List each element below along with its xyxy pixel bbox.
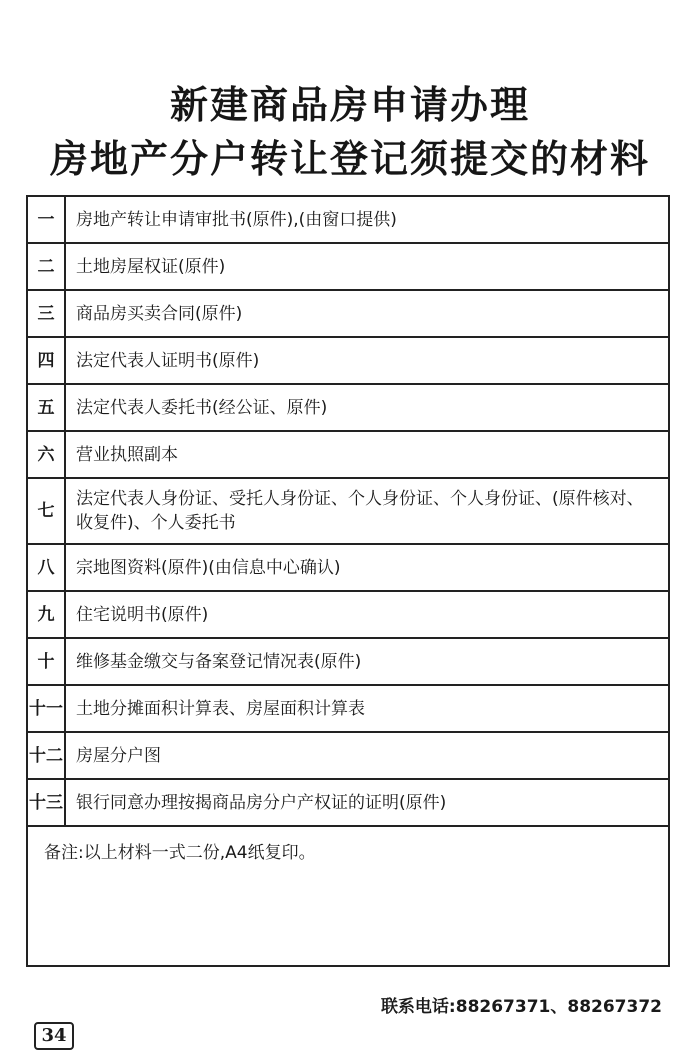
- item-text: 法定代表人身份证、受托人身份证、个人身份证、个人身份证、(原件核对、收复件)、个人委托书: [65, 478, 669, 544]
- page-number: 34: [34, 1022, 74, 1050]
- item-number: 四: [27, 337, 65, 384]
- item-text: 银行同意办理按揭商品房分户产权证的证明(原件): [65, 779, 669, 826]
- item-number: 十: [27, 638, 65, 685]
- item-text: 房屋分户图: [65, 732, 669, 779]
- table-row: [27, 685, 669, 732]
- table-row: [27, 337, 669, 384]
- materials-table: [26, 195, 670, 967]
- page-title-line-2: 房地产分户转让登记须提交的材料: [49, 137, 650, 181]
- item-text: 法定代表人证明书(原件): [65, 337, 669, 384]
- table-row: [27, 384, 669, 431]
- table-row: [27, 591, 669, 638]
- table-row: [27, 243, 669, 290]
- item-number: 十一: [27, 685, 65, 732]
- table-row: [27, 638, 669, 685]
- item-text: 房地产转让申请审批书(原件),(由窗口提供): [65, 196, 669, 243]
- item-number: 二: [27, 243, 65, 290]
- item-number: 八: [27, 544, 65, 591]
- note-row: [27, 826, 669, 966]
- table-row: [27, 290, 669, 337]
- item-number: 三: [27, 290, 65, 337]
- item-number: 十三: [27, 779, 65, 826]
- item-text: 宗地图资料(原件)(由信息中心确认): [65, 544, 669, 591]
- item-text: 维修基金缴交与备案登记情况表(原件): [65, 638, 669, 685]
- item-number: 六: [27, 431, 65, 478]
- item-text: 法定代表人委托书(经公证、原件): [65, 384, 669, 431]
- item-text: 商品房买卖合同(原件): [65, 290, 669, 337]
- item-number: 十二: [27, 732, 65, 779]
- table-row: [27, 732, 669, 779]
- note-text: 备注:以上材料一式二份,A4纸复印。: [27, 826, 669, 966]
- item-number: 一: [27, 196, 65, 243]
- item-text: 土地房屋权证(原件): [65, 243, 669, 290]
- table-row: [27, 431, 669, 478]
- table-row: [27, 779, 669, 826]
- item-text: 住宅说明书(原件): [65, 591, 669, 638]
- table-row: [27, 196, 669, 243]
- item-number: 五: [27, 384, 65, 431]
- item-number: 七: [27, 478, 65, 544]
- table-row: [27, 544, 669, 591]
- item-text: 土地分摊面积计算表、房屋面积计算表: [65, 685, 669, 732]
- page-title-line-1: 新建商品房申请办理: [169, 83, 530, 127]
- item-text: 营业执照副本: [65, 431, 669, 478]
- contact-phone: 联系电话:88267371、88267372: [380, 997, 662, 1017]
- item-number: 九: [27, 591, 65, 638]
- table-row: [27, 478, 669, 544]
